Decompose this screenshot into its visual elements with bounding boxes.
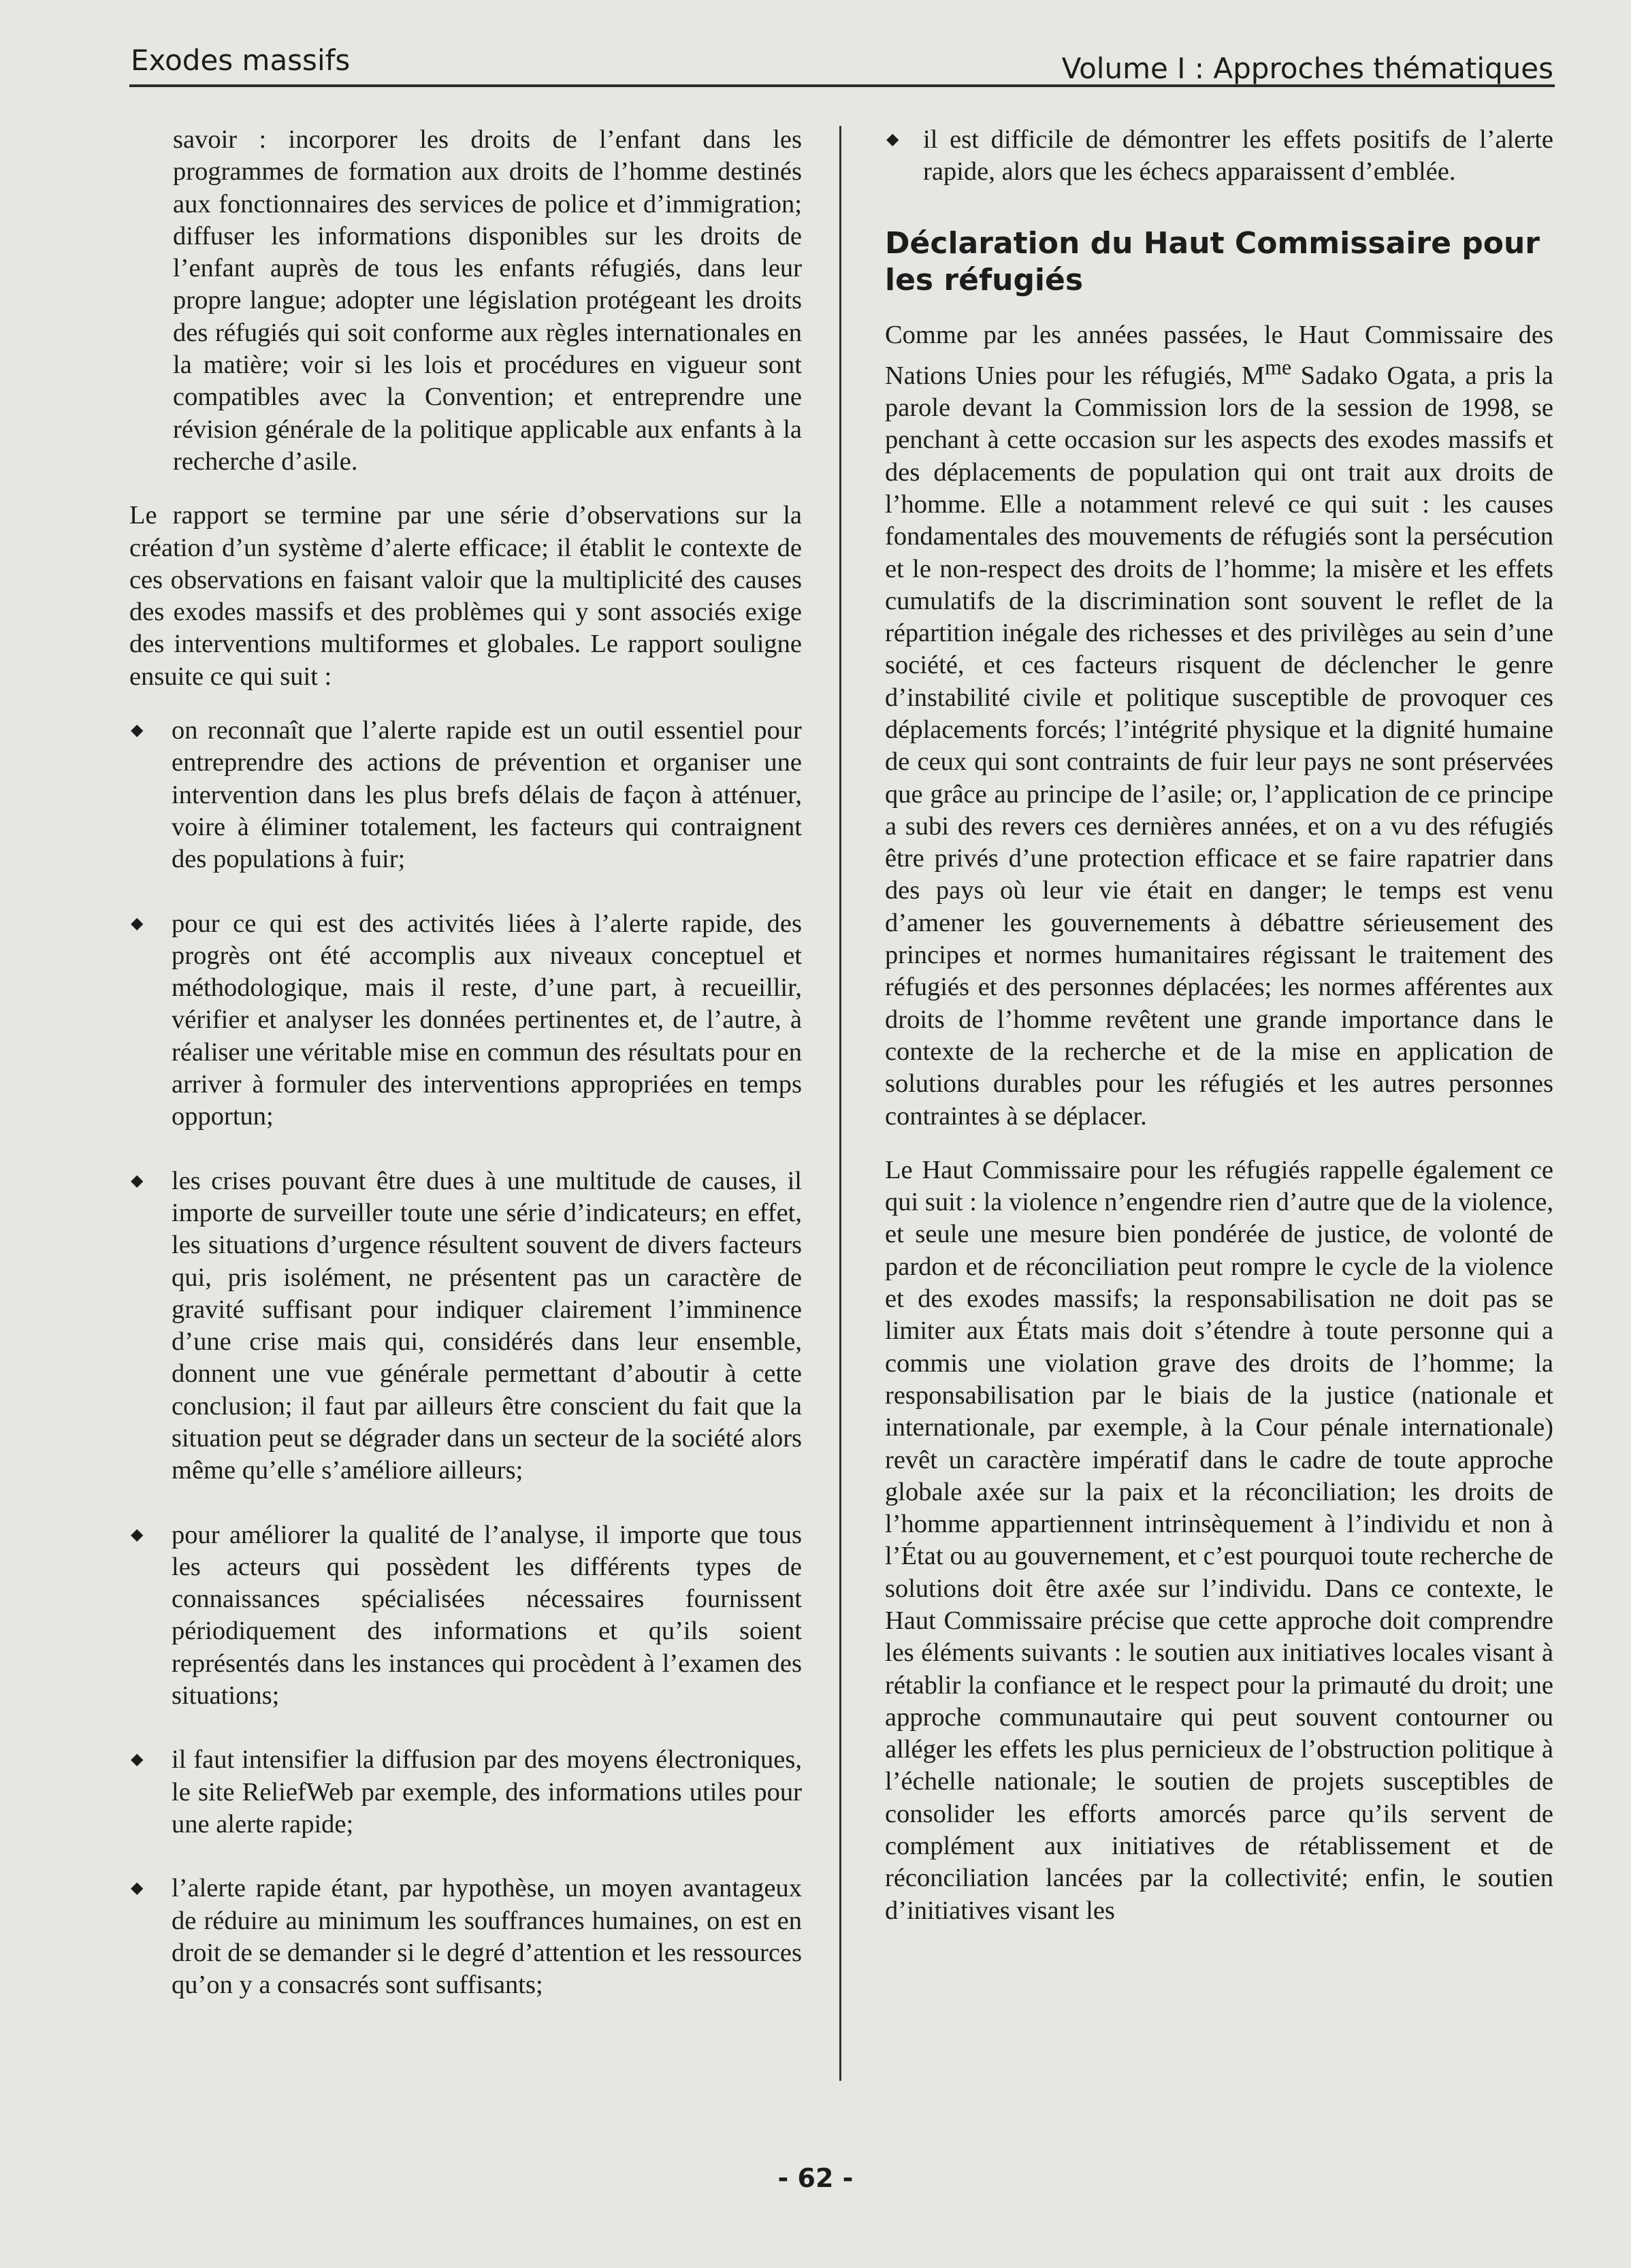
diamond-bullet-icon: ◆ bbox=[886, 131, 899, 148]
list-item bbox=[129, 1873, 802, 2001]
section-heading: Déclaration du Haut Commissaire pour les réfugiés bbox=[885, 225, 1540, 297]
recall-paragraph: Le Haut Commissaire pour les réfugiés rappelle également ce qui suit : la violence n’engendre rien d’autre que de la violence, et seule une mesure bien pondérée de justice, de volonté de pardon et de réconciliation peut rompre le cycle de la violence et des exodes massifs; la responsabilisation ne doit pas se limiter aux États mais doit s’étendre à toute personne qui a commis une violation grave des droits de l’homme; la responsabilisation par le biais de la justice (nationale et internationale, par exemple, à la Cour pénale internationale) revêt un caractère impératif dans le cadre de toute approche globale axée sur la paix et la réconciliation; les droits de l’homme appartiennent intrinsèquement à l’individu et non à l’État ou au gouvernement, et c’est pourquoi toute recherche de solutions doit être axée sur l’individu. Dans ce contexte, le Haut Commissaire précise que cette approche doit comprendre les éléments suivants : le soutien aux initiatives locales visant à rétablir la confiance et le respect pour la primauté du droit; une approche communautaire qui peut souvent contourner ou alléger les effets les plus pernicieux de l’obstruction politique à l’échelle nationale; le soutien de projets susceptibles de consolider les efforts amorcés parce qu’ils servent de complément aux initiatives de rétablissement et de réconciliation lancées par la collectivité; enfin, le soutien d’initiatives visant les bbox=[885, 1155, 1553, 1925]
header-left: Exodes massifs bbox=[131, 44, 351, 77]
paragraph-text-rest: Sadako Ogata, a pris la parole devant la Commission lors de la session de 1998, se penchant à cette occasion sur les aspects des exodes massifs et des déplacements de population qui ont trait aux droits de l’homme. Elle a notamment relevé ce qui suit : les causes fondamentales des mouvements de réfugiés sont la persécution et le non-respect des droits de l’homme; la misère et les effets cumulatifs de la discrimination sont souvent le reflet de la répartition inégale des richesses et des privilèges au sein d’une société, et ces facteurs risquent de déclencher le genre d’instabilité civile et politique susceptible de provoquer ces déplacements forcés; l’intégrité physique et la dignité humaine de ceux qui sont contraints de fuir leur pays ne sont préservées que grâce au principe de l’asile; or, l’application de ce principe a subi des revers ces dernières années, et on a vu des réfugiés être privés d’une protection efficace et se faire rapatrier dans des pays où leur vie était en danger; le temps est venu d’amener les gouvernements à débattre sérieusement des principes et normes humanitaires régissant le traitement des réfugiés et des personnes déplacées; les normes afférentes aux droits de l’homme revêtent une grande importance dans le contexte de la recherche et de la mise en application de solutions durables pour les réfugiés et les autres personnes contraintes à se déplacer. bbox=[885, 361, 1553, 1131]
diamond-bullet-icon: ◆ bbox=[131, 722, 144, 740]
diamond-bullet-icon: ◆ bbox=[131, 1171, 144, 1190]
list-item-text: on reconnaît que l’alerte rapide est un outil essentiel pour entreprendre des actions de prévention et organiser une intervention dans les plus brefs délais de façon à atténuer, voire à éliminer totalement, les facteurs qui contraignent des populations à fuir; bbox=[172, 716, 802, 874]
running-header bbox=[129, 37, 1555, 87]
list-item bbox=[129, 715, 802, 875]
statement-paragraph bbox=[885, 319, 1553, 1133]
diamond-bullet-icon: ◆ bbox=[131, 1751, 144, 1769]
column-divider bbox=[839, 126, 841, 2081]
page-number: - 62 - bbox=[777, 2163, 854, 2193]
observation-list bbox=[129, 715, 802, 2001]
list-item-text: il est difficile de démontrer les effets positifs de l’alerte rapide, alors que les échecs apparaissent d’emblée. bbox=[923, 125, 1553, 187]
intro-paragraph: Le rapport se termine par une série d’observations sur la création d’un système d’alerte efficace; il établit le contexte de ces observations en faisant valoir que la multiplicité des causes des exodes massifs et des problèmes qui y sont associés exige des interventions multiformes et globales. Le rapport souligne ensuite ce qui suit : bbox=[129, 501, 802, 691]
list-item-text: il faut intensifier la diffusion par des moyens électroniques, le site ReliefWeb par exemple, des informations utiles pour une alerte rapide; bbox=[172, 1745, 802, 1838]
list-item-text: pour ce qui est des activités liées à l’alerte rapide, des progrès ont été accomplis aux niveaux conceptuel et méthodologique, mais il reste, d’une part, à recueillir, vérifier et analyser les données pertinentes et, de l’autre, à réaliser une véritable mise en commun des résultats pour en arriver à formuler des interventions appropriées en temps opportun; bbox=[172, 909, 802, 1131]
list-item-text: les crises pouvant être dues à une multitude de causes, il importe de surveiller toute une série d’indicateurs; en effet, les situations d’urgence résultent souvent de divers facteurs qui, pris isolément, ne présentent pas un caractère de gravité suffisant pour indiquer clairement l’imminence d’une crise mais qui, considérés dans leur ensemble, donnent une vue générale permettant d’aboutir à cette conclusion; il faut par ailleurs être conscient du fait que la situation peut se dégrader dans un secteur de la société alors même qu’elle s’améliore ailleurs; bbox=[172, 1166, 802, 1485]
diamond-bullet-icon: ◆ bbox=[131, 1879, 144, 1898]
continued-list bbox=[885, 124, 1553, 189]
title-abbreviation: me bbox=[1265, 354, 1292, 379]
continued-paragraph: savoir : incorporer les droits de l’enfant dans les programmes de formation aux droits de l’homme destinés aux fonctionnaires des services de police et d’immigration; diffuser les informations disponibles sur les droits de l’enfant auprès de tous les enfants réfugiés, dans leur propre langue; adopter une législation protégeant les droits des réfugiés qui soit conforme aux règles internationales en la matière; voir si les lois et procédures en vigueur sont compatibles avec la Convention; et entreprendre une révision générale de la politique applicable aux enfants à la recherche d’asile. bbox=[173, 125, 802, 476]
list-item bbox=[129, 1744, 802, 1841]
list-item bbox=[129, 1165, 802, 1487]
diamond-bullet-icon: ◆ bbox=[131, 914, 144, 933]
list-item-text: pour améliorer la qualité de l’analyse, il importe que tous les acteurs qui possèdent les différents types de connaissances spécialisées nécessaires fournissent périodiquement des informations et qu’ils soient représentés dans les instances qui procèdent à l’examen des situations; bbox=[172, 1520, 802, 1711]
list-item bbox=[129, 908, 802, 1133]
paragraph-text-start: Comme par les années passées, le Haut Commissaire des Nations Unies pour les réfugiés, M bbox=[885, 320, 1553, 390]
right-column bbox=[885, 124, 1553, 1949]
list-item-text: l’alerte rapide étant, par hypothèse, un moyen avantageux de réduire au minimum les souffrances humaines, on est en droit de se demander si le degré d’attention et les ressources qu’on y a consacrés sont suffisants; bbox=[172, 1874, 802, 2000]
list-item bbox=[885, 124, 1553, 189]
list-item bbox=[129, 1519, 802, 1713]
left-column bbox=[129, 124, 802, 2033]
diamond-bullet-icon: ◆ bbox=[131, 1525, 144, 1544]
header-right: Volume I : Approches thématiques bbox=[1061, 52, 1553, 85]
